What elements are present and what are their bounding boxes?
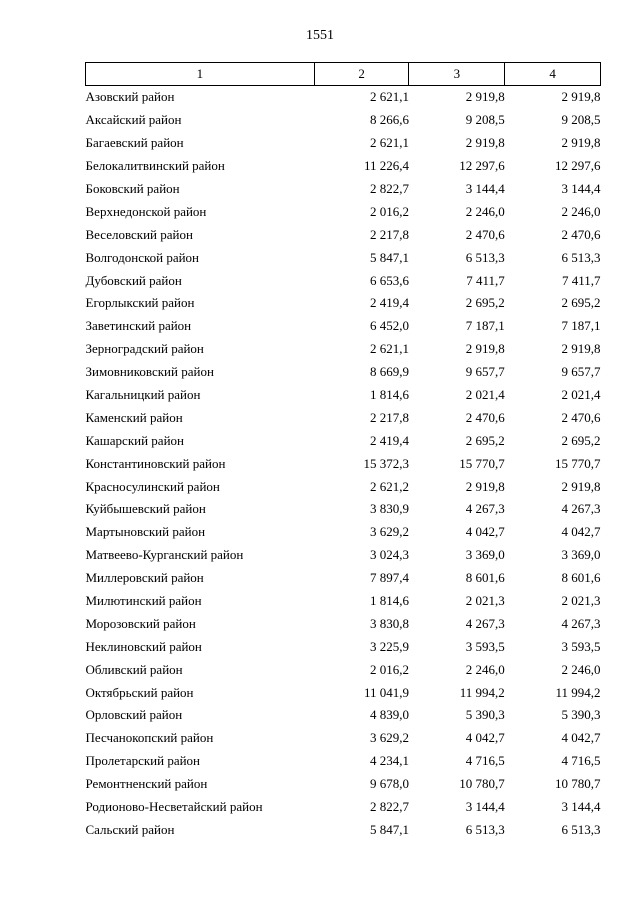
value-cell-col-4: 6 513,3 [561,821,601,837]
value-cell-col-2: 2 016,2 [369,661,409,677]
value-cell-col-3: 2 470,6 [465,226,505,242]
district-name-cell: Зимовниковский район [85,364,214,380]
table-row [86,361,601,384]
value-cell-col-2: 6 452,0 [369,318,409,334]
value-cell-col-3: 2 470,6 [465,409,505,425]
value-cell-col-4: 6 513,3 [561,249,601,265]
value-cell-col-2: 2 016,2 [369,203,409,219]
table-row [86,681,601,704]
value-cell-col-3: 3 369,0 [465,547,505,563]
value-cell-col-4: 4 042,7 [561,730,601,746]
district-name-cell: Пролетарский район [85,753,201,769]
header-cell-3: 3 [409,63,505,86]
value-cell-col-2: 6 653,6 [369,272,409,288]
table-row [86,475,601,498]
district-name-cell: Кашарский район [85,432,184,448]
value-cell-col-3: 3 144,4 [465,181,505,196]
value-cell-col-2: 2 419,4 [369,295,409,311]
district-name-cell: Кагальницкий район [85,387,201,403]
district-name-cell: Родионово-Несветайский район [85,799,263,815]
page-number: 1551 [306,28,334,43]
table-row [86,704,601,727]
district-name-cell: Мартыновский район [85,524,206,540]
table-row [86,727,601,750]
table-row [86,429,601,452]
value-cell-col-2: 3 629,2 [369,524,409,540]
value-cell-col-4: 4 267,3 [561,615,601,631]
district-name-cell: Ремонтненский район [85,776,208,792]
value-cell-col-2: 8 669,9 [369,364,409,380]
table-row [86,796,601,819]
value-cell-col-3: 3 144,4 [465,799,505,815]
table-row [86,452,601,475]
table-row [86,315,601,338]
value-cell-col-4: 2 919,8 [561,478,601,494]
value-cell-col-3: 2 246,0 [465,203,505,219]
value-cell-col-2: 4 234,1 [369,753,409,769]
value-cell-col-4: 10 780,7 [555,776,601,792]
table-row [86,544,601,567]
header-cell-4: 4 [505,63,601,86]
value-cell-col-4: 3 593,5 [561,638,601,654]
district-name-cell: Матвеево-Курганский район [85,547,244,563]
value-cell-col-4: 12 297,6 [555,158,601,174]
header-row [86,63,601,86]
value-cell-col-4: 5 390,3 [561,707,601,723]
value-cell-col-4: 9 657,7 [561,364,601,380]
district-name-cell: Каменский район [85,409,183,425]
value-cell-col-3: 3 593,5 [465,638,505,654]
value-cell-col-2: 2 217,8 [369,409,409,425]
district-name-cell: Багаевский район [85,135,184,151]
value-cell-col-4: 2 021,4 [561,387,601,403]
value-cell-col-4: 2 695,2 [561,432,601,448]
value-cell-col-3: 4 267,3 [465,615,505,631]
value-cell-col-4: 2 470,6 [561,409,601,425]
table-row [86,384,601,407]
table-row [86,223,601,246]
value-cell-col-4: 15 770,7 [555,455,601,471]
value-cell-col-4: 3 144,4 [561,181,601,196]
district-name-cell: Веселовский район [85,226,193,242]
value-cell-col-2: 11 226,4 [363,158,409,174]
district-name-cell: Орловский район [85,707,183,723]
district-name-cell: Песчанокопский район [85,730,214,746]
value-cell-col-4: 2 246,0 [561,661,601,677]
table-row [86,292,601,315]
value-cell-col-4: 2 021,3 [561,593,601,609]
value-cell-col-4: 9 208,5 [561,112,601,128]
value-cell-col-2: 2 621,2 [369,478,409,494]
table-row [86,567,601,590]
value-cell-col-3: 4 267,3 [465,501,505,517]
value-cell-col-4: 2 246,0 [561,203,601,219]
value-cell-col-2: 8 266,6 [369,112,409,128]
value-cell-col-4: 2 919,8 [561,135,601,151]
value-cell-col-2: 3 629,2 [369,730,409,746]
table-row [86,406,601,429]
district-name-cell: Боковский район [85,181,180,196]
value-cell-col-4: 4 042,7 [561,524,601,540]
district-name-cell: Константиновский район [85,455,226,471]
table-row [86,200,601,223]
value-cell-col-2: 2 822,7 [369,181,409,196]
value-cell-col-3: 7 187,1 [465,318,505,334]
district-name-cell: Волгодонской район [85,249,200,265]
value-cell-col-3: 2 695,2 [465,432,505,448]
value-cell-col-3: 4 042,7 [465,524,505,540]
district-name-cell: Дубовский район [85,272,182,288]
value-cell-col-2: 11 041,9 [363,684,409,700]
value-cell-col-2: 3 830,8 [369,615,409,631]
table-row [86,338,601,361]
value-cell-col-3: 2 695,2 [465,295,505,311]
value-cell-col-2: 3 225,9 [369,638,409,654]
value-cell-col-3: 10 780,7 [459,776,505,792]
table-row [86,819,601,842]
value-cell-col-4: 7 411,7 [561,272,601,288]
value-cell-col-3: 2 246,0 [465,661,505,677]
table-row [86,750,601,773]
value-cell-col-3: 6 513,3 [465,821,505,837]
table-row [86,612,601,635]
value-cell-col-4: 2 919,8 [561,341,601,357]
table-row [86,521,601,544]
district-name-cell: Куйбышевский район [85,501,206,517]
value-cell-col-3: 2 919,8 [465,341,505,357]
value-cell-col-3: 2 919,8 [465,135,505,151]
value-cell-col-2: 2 419,4 [369,432,409,448]
value-cell-col-4: 4 716,5 [561,753,601,769]
value-cell-col-3: 12 297,6 [459,158,505,174]
value-cell-col-3: 15 770,7 [459,455,505,471]
table-row [86,590,601,613]
district-name-cell: Аксайский район [85,112,182,128]
district-name-cell: Зерноградский район [85,341,204,357]
value-cell-col-4: 2 919,8 [561,89,601,105]
value-cell-col-3: 4 042,7 [465,730,505,746]
value-cell-col-2: 2 217,8 [369,226,409,242]
value-cell-col-2: 1 814,6 [369,387,409,403]
value-cell-col-2: 2 621,1 [369,89,409,105]
table-row [86,109,601,132]
value-cell-col-2: 3 024,3 [369,547,409,563]
value-cell-col-2: 2 822,7 [369,799,409,815]
district-name-cell: Азовский район [85,89,175,105]
table-row [86,246,601,269]
value-cell-col-3: 6 513,3 [465,249,505,265]
value-cell-col-4: 3 369,0 [561,547,601,563]
header-cell-2: 2 [314,63,409,86]
table-header [86,63,601,86]
table-row [86,155,601,178]
value-cell-col-3: 4 716,5 [465,753,505,769]
value-cell-col-2: 2 621,1 [369,135,409,151]
table-row [86,658,601,681]
district-name-cell: Заветинский район [85,318,192,334]
value-cell-col-4: 2 695,2 [561,295,601,311]
table-body [86,86,601,842]
value-cell-col-2: 7 897,4 [369,570,409,586]
value-cell-col-3: 2 021,4 [465,387,505,403]
value-cell-col-2: 1 814,6 [369,593,409,609]
table-row [86,773,601,796]
table-row [86,178,601,201]
table-row [86,498,601,521]
value-cell-col-3: 2 021,3 [465,593,505,609]
value-cell-col-4: 8 601,6 [561,570,601,586]
value-cell-col-2: 15 372,3 [363,455,409,471]
value-cell-col-3: 9 208,5 [465,112,505,128]
value-cell-col-3: 2 919,8 [465,478,505,494]
value-cell-col-4: 11 994,2 [555,684,601,700]
district-name-cell: Сальский район [85,821,175,837]
district-name-cell: Неклиновский район [85,638,202,654]
value-cell-col-4: 4 267,3 [561,501,601,517]
value-cell-col-3: 7 411,7 [466,272,505,288]
district-name-cell: Белокалитвинский район [85,158,225,174]
value-cell-col-3: 9 657,7 [465,364,505,380]
value-cell-col-2: 9 678,0 [369,776,409,792]
value-cell-col-2: 3 830,9 [369,501,409,517]
district-name-cell: Октябрьский район [85,684,194,700]
table-row [86,86,601,109]
district-name-cell: Красносулинский район [85,478,220,494]
value-cell-col-4: 2 470,6 [561,226,601,242]
header-cell-1: 1 [86,63,315,86]
district-name-cell: Обливский район [85,661,183,677]
value-cell-col-3: 11 994,2 [459,684,505,700]
value-cell-col-3: 2 919,8 [465,89,505,105]
value-cell-col-2: 4 839,0 [369,707,409,723]
value-cell-col-2: 5 847,1 [369,821,409,837]
value-cell-col-2: 2 621,1 [369,341,409,357]
district-name-cell: Егорлыкский район [85,295,195,311]
value-cell-col-3: 5 390,3 [465,707,505,723]
table-row [86,635,601,658]
value-cell-col-4: 3 144,4 [561,799,601,815]
table-row [86,132,601,155]
value-cell-col-2: 5 847,1 [369,249,409,265]
district-name-cell: Милютинский район [85,593,202,609]
table-row [86,269,601,292]
district-name-cell: Миллеровский район [85,570,204,586]
value-cell-col-4: 7 187,1 [561,318,601,334]
value-cell-col-3: 8 601,6 [465,570,505,586]
budget-table [85,62,601,841]
district-name-cell: Верхнедонской район [85,203,207,219]
district-name-cell: Морозовский район [85,615,196,631]
